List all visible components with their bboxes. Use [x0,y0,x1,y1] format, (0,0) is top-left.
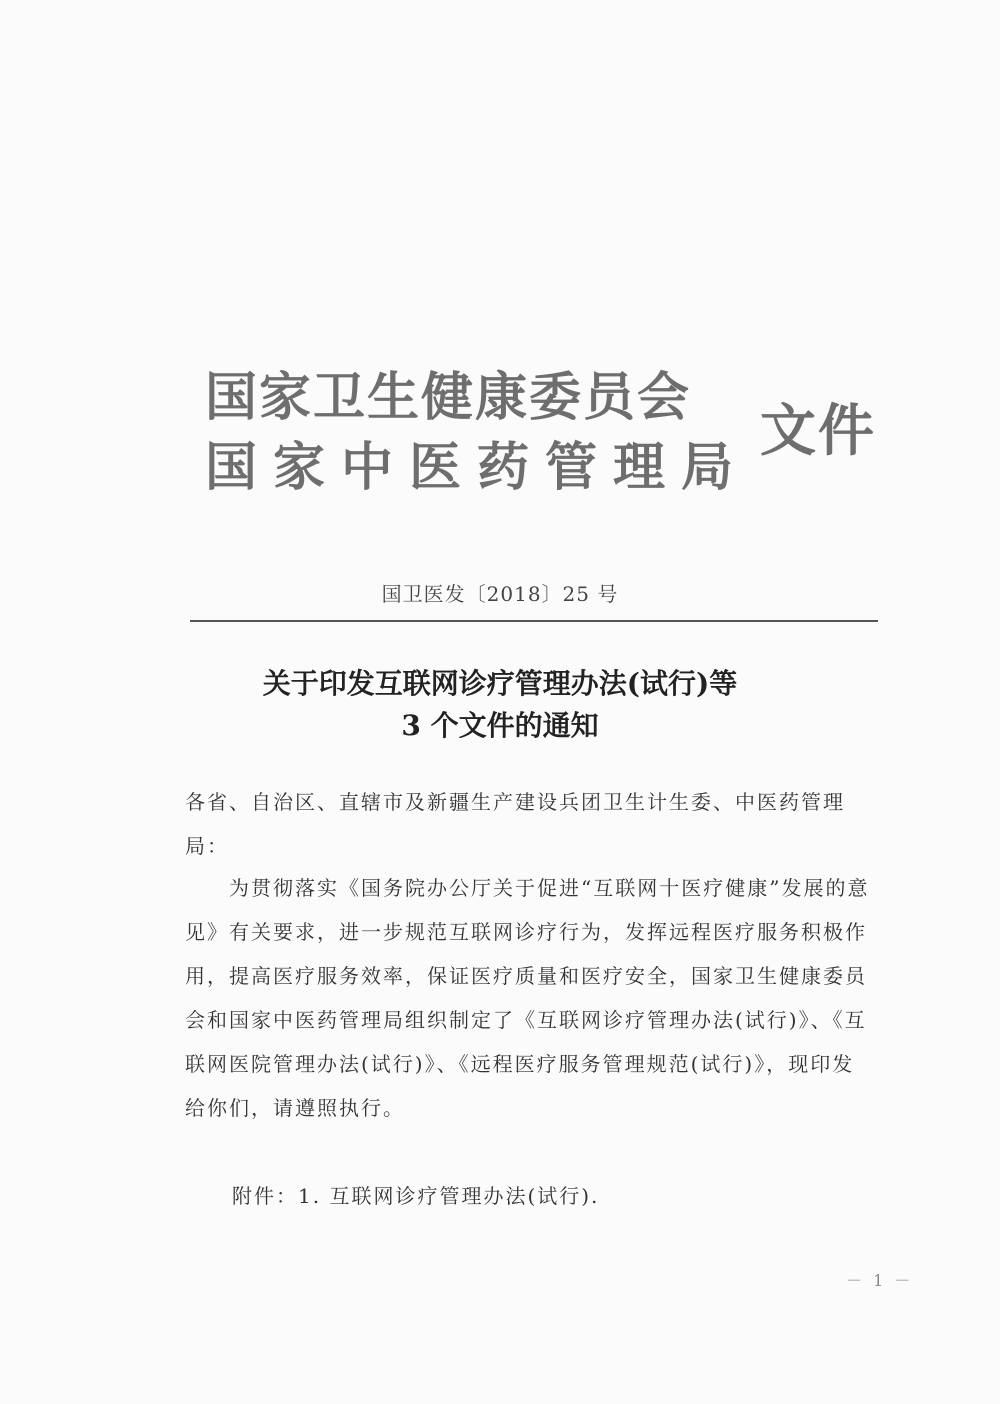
header-divider [190,620,878,622]
addressee: 各省、自治区、直辖市及新疆生产建设兵团卫生计生委、中医药管理局： [185,790,845,858]
org-line-health-commission: 国家卫生健康委员会 [205,368,692,428]
org-line-tcm-administration: 国家中医药管理局 [205,438,750,498]
issuing-organizations [205,360,765,510]
document-type-label: 文件 [760,399,876,464]
document-number: 国卫医发〔2018〕25 号 [381,582,619,606]
document-title [0,663,1000,747]
title-line-1: 关于印发互联网诊疗管理办法(试行)等 [262,667,738,700]
attachment-line: 附件：1. 互联网诊疗管理办法(试行). [232,1184,600,1208]
page-number: － 1 － [846,1271,914,1290]
title-line-2: 3 个文件的通知 [401,709,599,742]
body-paragraph: 为贯彻落实《国务院办公厅关于促进“互联网十医疗健康”发展的意见》有关要求，进一步规范互联网诊疗行为，发挥远程医疗服务积极作用，提高医疗服务效率，保证医疗质量和医疗安全，国家卫生健康委员会和国家中医药管理局组织制定了《互联网诊疗管理办法(试行)》、《互联网医院管理办法(试行)》、《远程医疗服务管理规范(试行)》，现印发给你们，请遵照执行。 [185,876,870,1120]
